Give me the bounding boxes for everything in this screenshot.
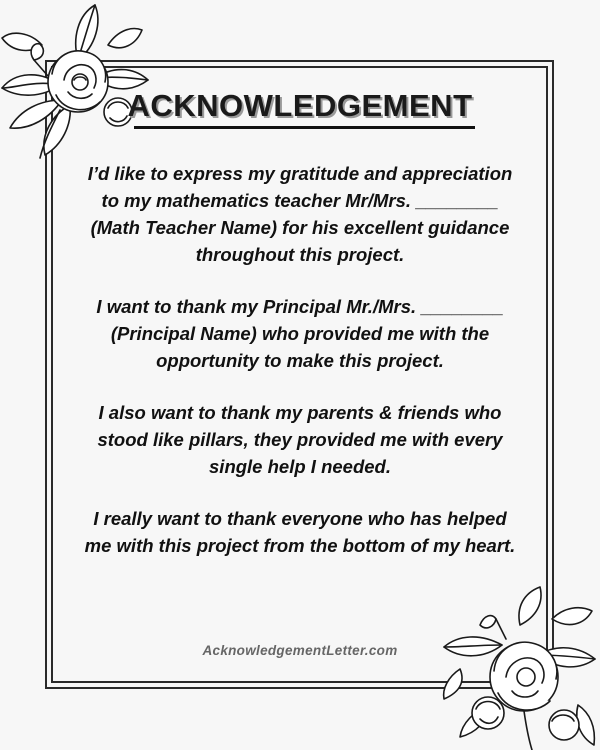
paragraph-teacher: I’d like to express my gratitude and appreciation to my mathematics teacher Mr/Mrs. ________ (Math Teacher Name) for his excellent guidance throughout this project. xyxy=(87,163,513,265)
paragraph-parents-friends: I also want to thank my parents & friends who stood like pillars, they provided me with every single help I needed. xyxy=(97,402,503,477)
acknowledgement-body xyxy=(80,160,520,584)
flower-bottom-right-icon xyxy=(440,585,600,750)
flower-top-left-icon xyxy=(0,0,150,160)
page-title: ACKNOWLEDGEMENT xyxy=(127,88,473,123)
footer-website: AcknowledgementLetter.com xyxy=(202,643,398,658)
paragraph-everyone: I really want to thank everyone who has helped me with this project from the bottom of my heart. xyxy=(84,508,516,556)
title-underline xyxy=(134,126,475,129)
paragraph-principal: I want to thank my Principal Mr./Mrs. ________ (Principal Name) who provided me with the opportunity to make this project. xyxy=(96,296,504,371)
